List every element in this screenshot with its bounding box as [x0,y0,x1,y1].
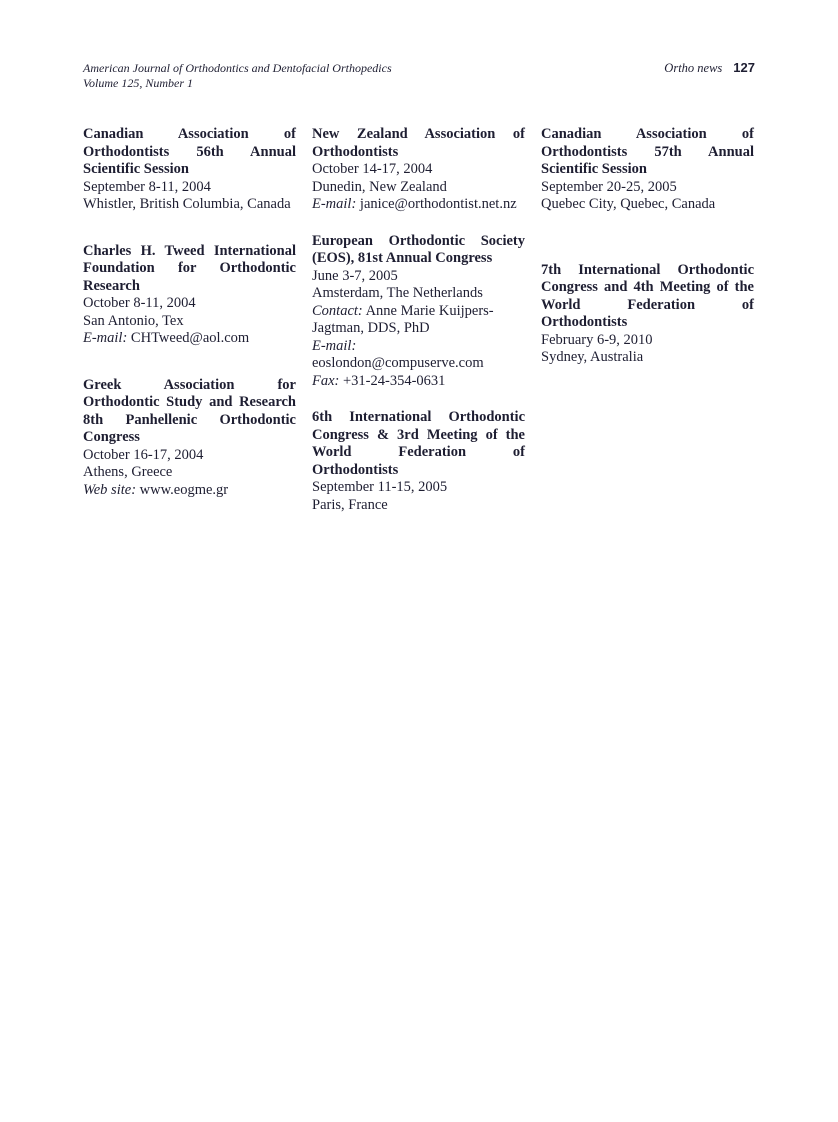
event-detail-line [312,161,525,179]
event-title-line: 7th International Orthodontic [541,261,754,278]
detail-text: October 8-11, 2004 [83,295,196,311]
event-entry [83,126,296,214]
detail-text: Whistler, British Columbia, Canada [83,196,291,212]
event-title-line: Congress [83,429,140,445]
event-detail-line [83,330,296,348]
event-title-line: 8th Panhellenic Orthodontic [83,411,296,428]
event-detail-line [312,373,525,391]
event-entry [312,409,525,514]
detail-text: Anne Marie Kuijpers- [365,302,494,319]
event-detail-line [312,179,525,197]
detail-text: +31-24-354-0631 [343,372,446,389]
event-title-line: Canadian Association of [541,126,754,142]
event-detail-line [83,179,296,197]
event-title-line: Scientific Session [83,161,189,177]
detail-label: Fax: [312,372,340,389]
event-title-line: Congress and 4th Meeting of the [541,279,754,295]
event-detail-line [541,332,754,350]
events-column-3 [541,126,754,533]
event-title-line: (EOS), 81st Annual Congress [312,250,493,266]
event-entry [312,126,525,214]
detail-text: www.eogme.gr [139,481,229,498]
detail-text: eoslondon@compuserve.com [312,355,484,371]
detail-label: E-mail: [312,337,357,354]
event-detail-line [312,285,525,303]
event-title-line: Orthodontists [312,461,399,478]
detail-text: October 16-17, 2004 [83,446,204,463]
detail-text: San Antonio, Tex [83,312,184,329]
detail-text: September 11-15, 2005 [312,479,448,495]
event-title-line: World Federation of [541,296,754,313]
event-title-line: Congress & 3rd Meeting of the [312,426,525,443]
event-title-line: Orthodontic Study and Research [83,394,296,410]
event-detail-line [541,196,754,214]
detail-text: janice@orthodontist.net.nz [359,196,517,212]
detail-text: Sydney, Australia [541,349,644,365]
detail-text: October 14-17, 2004 [312,161,433,177]
event-detail-line [83,447,296,465]
event-detail-line [312,303,525,321]
running-head-right [664,61,755,76]
detail-label: E-mail: [312,196,357,212]
event-title-line: New Zealand Association of [312,126,525,142]
detail-label: Web site: [83,481,137,498]
volume-number-line: Volume 125, Number 1 [83,75,193,90]
detail-text: June 3-7, 2005 [312,267,398,284]
event-title-line: Charles H. Tweed International [83,242,296,259]
event-title-line: Research [83,277,140,294]
event-detail-line [541,349,754,367]
event-entry [541,262,754,367]
detail-text: Dunedin, New Zealand [312,178,447,195]
event-title-line: Canadian Association of [83,126,296,142]
detail-text: September 8-11, 2004 [83,178,211,195]
event-title-line: Scientific Session [541,161,647,177]
event-title-line: 6th International Orthodontic [312,409,525,425]
detail-text: Jagtman, DDS, PhD [312,320,430,336]
detail-text: Quebec City, Quebec, Canada [541,196,716,212]
event-title-line: World Federation of [312,444,525,460]
detail-label: Contact: [312,302,363,319]
event-entry [83,377,296,500]
event-title-line: Orthodontists [541,314,628,330]
event-detail-line [83,313,296,331]
journal-title: American Journal of Orthodontics and Dentofacial Orthopedics [83,61,392,75]
events-column-2 [312,126,525,533]
event-detail-line [83,196,296,214]
event-detail-line [312,196,525,214]
event-title-line: Orthodontists 56th Annual [83,143,296,160]
event-detail-line [312,497,525,515]
event-title-line: Orthodontists [312,143,399,160]
detail-label: E-mail: [83,330,128,346]
detail-text: September 20-25, 2005 [541,178,677,195]
running-head [83,61,755,90]
event-detail-line [312,338,525,373]
event-title-line: European Orthodontic Society [312,232,525,249]
event-title-line: Orthodontists 57th Annual [541,143,754,160]
detail-text: February 6-9, 2010 [541,331,653,348]
event-entry [83,243,296,348]
detail-text: Athens, Greece [83,464,173,480]
event-title-line: Greek Association for [83,376,296,393]
detail-text: CHTweed@aol.com [130,330,250,346]
event-entry [541,126,754,214]
page-number: 127 [733,60,755,75]
event-detail-line [83,482,296,500]
event-detail-line [312,479,525,497]
events-listing [83,126,754,533]
event-title-line: Foundation for Orthodontic [83,260,296,276]
detail-text: Amsterdam, The Netherlands [312,285,483,301]
detail-text: Paris, France [312,496,388,513]
events-column-1 [83,126,296,533]
event-detail-line [541,179,754,197]
event-detail-line [312,268,525,286]
event-detail-line [83,295,296,313]
section-title: Ortho news [664,61,723,75]
event-entry [312,233,525,391]
event-detail-line [83,464,296,482]
running-head-left [83,61,392,90]
event-detail-line [312,320,525,338]
